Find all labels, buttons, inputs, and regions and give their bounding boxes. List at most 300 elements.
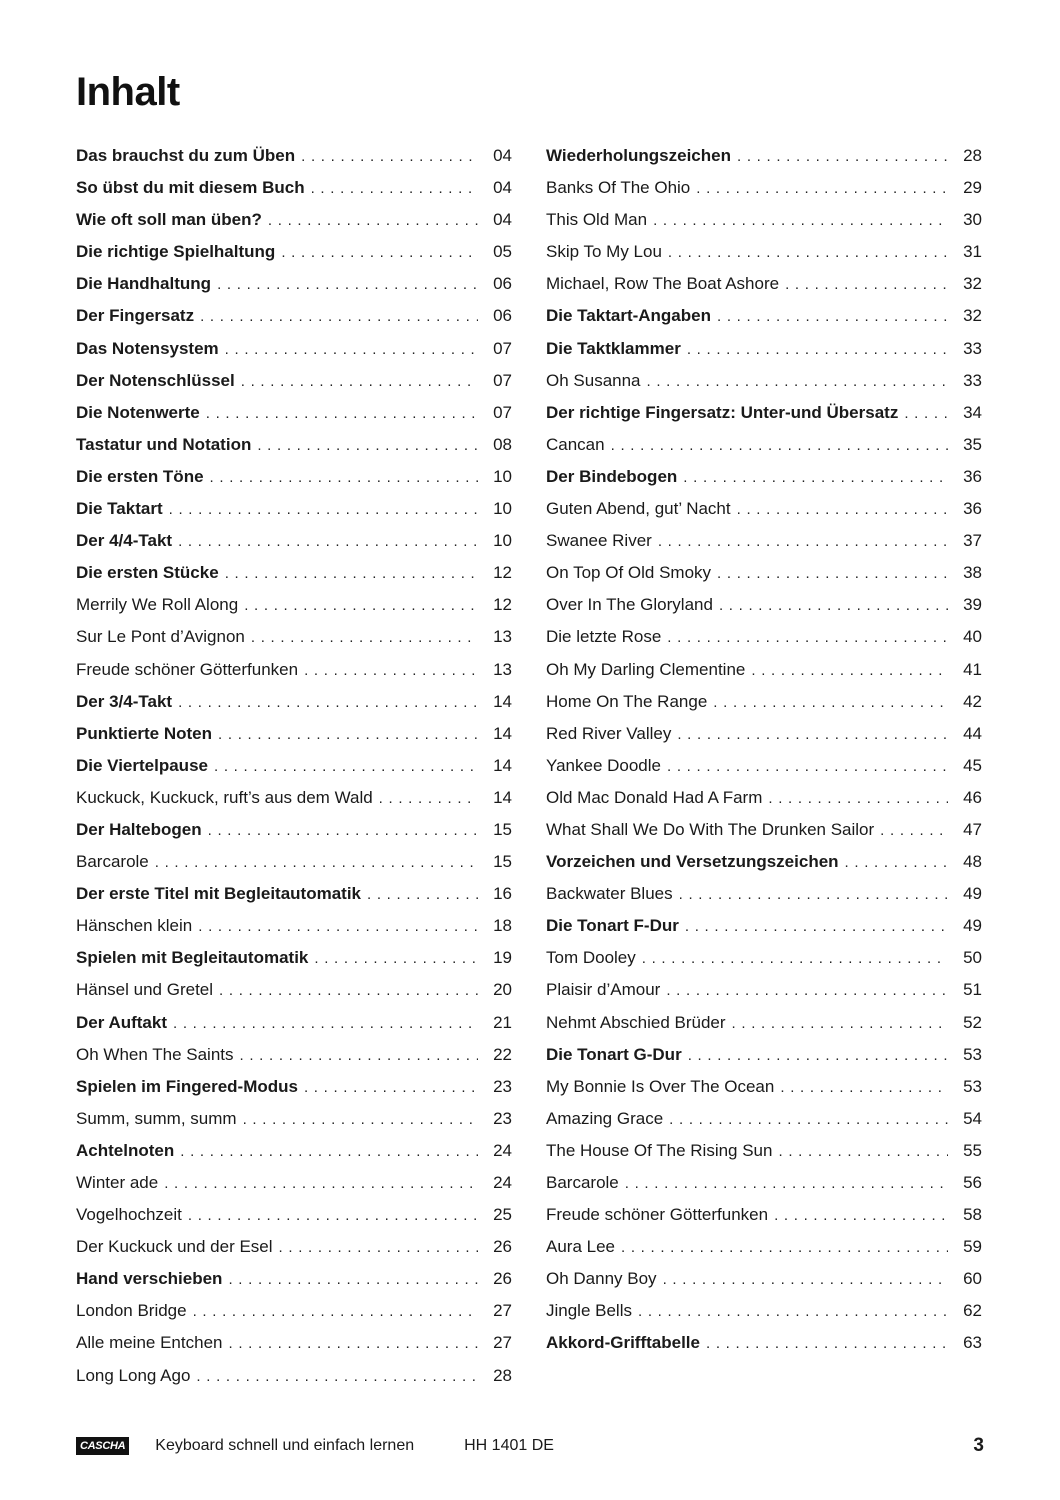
dot-leader [311,180,478,197]
toc-entry-page: 15 [493,819,512,839]
toc-entry-page: 30 [963,210,982,230]
toc-entry[interactable] [76,788,512,820]
toc-entry-page: 12 [493,563,512,583]
toc-entry-page: 05 [493,242,512,262]
dot-leader [669,1111,948,1128]
toc-entry[interactable] [76,1301,512,1333]
toc-entry-label: Das brauchst du zum Üben [76,146,296,165]
toc-entry[interactable] [546,820,982,852]
dot-leader [169,501,478,518]
toc-entry-page: 53 [963,1076,982,1096]
toc-entry[interactable] [546,563,982,595]
toc-entry-page: 06 [493,274,512,294]
toc-entry[interactable] [76,724,512,756]
dot-leader [687,341,948,358]
toc-entry[interactable] [76,499,512,531]
dot-leader [218,726,478,743]
dot-leader [244,597,478,614]
toc-entry-page: 48 [963,852,982,872]
toc-entry-label: Vorzeichen und Versetzungszeichen [546,852,839,872]
dot-leader [768,790,948,807]
toc-entry[interactable] [76,467,512,499]
toc-entry-page: 50 [963,948,982,968]
toc-entry[interactable] [546,467,982,499]
dot-leader [279,1239,478,1256]
dot-leader [178,694,478,711]
toc-entry-page: 35 [963,434,982,454]
toc-entry[interactable] [546,884,982,916]
toc-entry-label: Winter ade [76,1173,159,1192]
toc-entry[interactable] [546,756,982,788]
toc-entry-page: 07 [493,370,512,390]
toc-entry-label: Der Fingersatz [76,306,195,326]
toc-entry-page: 23 [493,1076,512,1096]
toc-entry[interactable] [76,820,512,852]
dot-leader [785,276,948,293]
toc-entry[interactable] [76,146,512,178]
toc-entry[interactable] [76,1269,512,1301]
dot-leader [379,790,478,807]
toc-entry-label: Hänsel und Gretel [76,980,214,1000]
dot-leader [281,244,478,261]
toc-entry[interactable] [76,435,512,467]
dot-leader [301,148,478,165]
toc-entry-label: Die Handhaltung [76,274,212,294]
toc-entry-page: 47 [963,819,982,839]
toc-entry-page: 28 [963,146,982,165]
toc-entry-label: Skip To My Lou [546,242,662,262]
toc-entry-page: 28 [493,1365,512,1385]
toc-entry-label: So übst du mit diesem Buch [76,178,305,198]
toc-entry-label: Yankee Doodle [546,755,661,775]
toc-entry-label: Die richtige Spielhaltung [76,242,276,262]
toc-entry[interactable] [546,724,982,756]
toc-entry-label: Alle meine Entchen [76,1333,223,1353]
dot-leader [625,1175,948,1192]
toc-entry-page: 04 [493,210,512,230]
toc-entry[interactable] [76,210,512,242]
dot-leader [228,1335,478,1352]
toc-entry-page: 20 [493,980,512,1000]
toc-entry[interactable] [76,339,512,371]
toc-entry-page: 10 [493,531,512,551]
toc-entry-label: Kuckuck, Kuckuck, ruft’s aus dem Wald [76,787,373,807]
toc-entry-page: 56 [963,1173,982,1192]
toc-entry[interactable] [76,274,512,306]
toc-entry-label: Der Notenschlüssel [76,370,235,390]
toc-entry-label: Die ersten Töne [76,466,204,486]
toc-entry[interactable] [546,948,982,980]
dot-leader [667,758,948,775]
toc-entry-label: Red River Valley [546,723,672,743]
toc-entry[interactable] [76,1141,512,1173]
toc-entry-page: 19 [493,948,512,968]
toc-entry[interactable] [546,210,982,242]
toc-entry-label: Punktierte Noten [76,723,213,743]
toc-entry-page: 58 [963,1205,982,1225]
dot-leader [304,662,478,679]
toc-column-right [546,146,982,1366]
toc-entry-label: Over In The Gloryland [546,595,713,615]
toc-entry[interactable] [76,1237,512,1269]
toc-entry[interactable] [76,1366,512,1398]
toc-entry-page: 41 [963,659,982,679]
dot-leader [200,308,478,325]
toc-entry-page: 60 [963,1269,982,1289]
toc-entry-page: 10 [493,499,512,519]
toc-entry-page: 42 [963,691,982,711]
toc-entry-page: 27 [493,1333,512,1353]
dot-leader [653,212,948,229]
dot-leader [180,1143,478,1160]
dot-leader [219,982,478,999]
toc-entry-page: 13 [493,627,512,647]
dot-leader [668,244,948,261]
toc-entry[interactable] [546,306,982,338]
page-title: Inhalt [76,70,180,114]
toc-entry[interactable] [546,403,982,435]
toc-entry-page: 08 [493,434,512,454]
toc-entry-label: Der Haltebogen [76,819,202,839]
toc-entry-label: Jingle Bells [546,1301,632,1321]
toc-entry-page: 55 [963,1140,982,1160]
toc-entry-page: 31 [963,242,982,262]
toc-entry[interactable] [546,531,982,563]
toc-entry-label: Die Taktart [76,499,163,519]
dot-leader [198,918,478,935]
dot-leader [719,597,948,614]
toc-entry[interactable] [546,339,982,371]
toc-entry[interactable] [76,1173,512,1205]
toc-entry[interactable] [546,1141,982,1173]
toc-entry[interactable] [76,627,512,659]
page-footer [76,1434,984,1458]
dot-leader [880,822,948,839]
toc-entry-page: 22 [493,1044,512,1064]
toc-entry-label: My Bonnie Is Over The Ocean [546,1076,775,1096]
toc-entry-page: 16 [493,884,512,904]
toc-entry-page: 07 [493,338,512,358]
dot-leader [268,212,478,229]
toc-entry-label: Spielen mit Begleitautomatik [76,948,309,968]
toc-entry-label: Old Mac Donald Had A Farm [546,787,763,807]
dot-leader [778,1143,948,1160]
toc-entry-page: 51 [963,980,982,1000]
toc-entry[interactable] [546,1013,982,1045]
toc-entry-page: 59 [963,1237,982,1257]
toc-entry[interactable] [546,627,982,659]
toc-entry-label: Der Kuckuck und der Esel [76,1237,273,1257]
toc-entry[interactable] [76,403,512,435]
toc-entry[interactable] [546,980,982,1012]
toc-entry-label: Freude schöner Götterfunken [546,1205,769,1225]
toc-entry-label: Der Auftakt [76,1012,167,1032]
toc-entry[interactable] [546,1237,982,1269]
toc-entry-page: 32 [963,274,982,294]
toc-entry-label: Freude schöner Götterfunken [76,659,299,679]
dot-leader [225,565,478,582]
dot-leader [257,437,478,454]
toc-entry[interactable] [76,563,512,595]
toc-entry[interactable] [546,916,982,948]
toc-entry-page: 34 [963,402,982,422]
publisher-logo: CASCHA [76,1437,129,1455]
dot-leader [685,918,948,935]
toc-entry[interactable] [546,242,982,274]
toc-entry-page: 32 [963,306,982,326]
toc-entry-page: 39 [963,595,982,615]
dot-leader [206,405,478,422]
toc-entry[interactable] [546,435,982,467]
toc-entry[interactable] [546,595,982,627]
toc-entry-page: 53 [963,1044,982,1064]
toc-entry-label: Wie oft soll man üben? [76,210,262,230]
dot-leader [737,501,948,518]
dot-leader [717,565,948,582]
toc-entry[interactable] [546,1269,982,1301]
toc-entry-label: Barcarole [76,852,149,872]
toc-entry-label: Der 4/4-Takt [76,531,173,551]
toc-entry-label: Tom Dooley [546,948,636,968]
toc-entry-label: On Top Of Old Smoky [546,563,712,583]
toc-entry-label: Sur Le Pont d’Avignon [76,627,245,647]
toc-entry-label: Backwater Blues [546,884,673,904]
dot-leader [717,308,948,325]
toc-entry[interactable] [546,371,982,403]
toc-entry[interactable] [76,1205,512,1237]
toc-entry[interactable] [76,371,512,403]
toc-entry-label: London Bridge [76,1301,187,1321]
toc-entry-page: 45 [963,755,982,775]
dot-leader [658,533,948,550]
dot-leader [638,1303,948,1320]
toc-entry-label: Banks Of The Ohio [546,178,691,198]
toc-entry-page: 37 [963,531,982,551]
toc-entry[interactable] [76,852,512,884]
dot-leader [243,1111,478,1128]
toc-entry-label: Long Long Ago [76,1365,191,1385]
dot-leader [688,1047,948,1064]
toc-entry-label: Tastatur und Notation [76,434,252,454]
toc-entry-page: 14 [493,691,512,711]
dot-leader [228,1271,478,1288]
dot-leader [780,1079,948,1096]
toc-entry[interactable] [76,1045,512,1077]
toc-entry[interactable] [546,1109,982,1141]
toc-entry[interactable] [76,178,512,210]
toc-entry-label: Die letzte Rose [546,627,662,647]
dot-leader [178,533,478,550]
toc-entry-label: Vogelhochzeit [76,1205,182,1225]
toc-entry-label: Akkord-Grifftabelle [546,1333,700,1353]
toc-entry-label: Oh When The Saints [76,1044,234,1064]
dot-leader [737,148,948,165]
toc-entry-label: Das Notensystem [76,338,219,358]
toc-entry-label: Cancan [546,434,605,454]
toc-entry-page: 07 [493,402,512,422]
book-title: Keyboard schnell und einfach lernen [155,1437,415,1454]
toc-entry[interactable] [76,1333,512,1365]
toc-entry[interactable] [76,242,512,274]
toc-entry-label: Die Viertelpause [76,755,208,775]
dot-leader [647,373,948,390]
dot-leader [845,854,948,871]
toc-entry[interactable] [546,852,982,884]
toc-entry[interactable] [546,178,982,210]
toc-entry[interactable] [546,1301,982,1333]
toc-entry-label: Hand verschieben [76,1269,223,1289]
catalog-number: HH 1401 DE [464,1437,554,1454]
toc-entry[interactable] [76,531,512,563]
dot-leader [621,1239,948,1256]
toc-entry[interactable] [76,1013,512,1045]
dot-leader [904,405,948,422]
toc-entry-label: Barcarole [546,1173,619,1192]
dot-leader [751,662,948,679]
toc-entry-page: 62 [963,1301,982,1321]
toc-entry[interactable] [76,692,512,724]
toc-entry-page: 23 [493,1108,512,1128]
toc-entry-page: 54 [963,1108,982,1128]
toc-entry-page: 49 [963,884,982,904]
toc-entry-page: 13 [493,659,512,679]
dot-leader [774,1207,948,1224]
toc-entry-page: 46 [963,787,982,807]
toc-entry-page: 14 [493,755,512,775]
toc-entry-page: 15 [493,852,512,872]
toc-entry-page: 36 [963,466,982,486]
toc-entry-label: Der erste Titel mit Begleitautomatik [76,884,361,904]
toc-entry[interactable] [76,756,512,788]
toc-entry[interactable] [546,146,982,178]
toc-entry-label: Die ersten Stücke [76,563,219,583]
dot-leader [732,1015,948,1032]
toc-entry-label: Merrily We Roll Along [76,595,239,615]
toc-entry-page: 26 [493,1237,512,1257]
dot-leader [713,694,948,711]
dot-leader [217,276,478,293]
toc-entry-page: 04 [493,178,512,198]
toc-entry-label: Hänschen klein [76,916,193,936]
toc-entry-page: 21 [493,1012,512,1032]
toc-entry-page: 36 [963,499,982,519]
toc-entry-label: Die Notenwerte [76,402,200,422]
dot-leader [193,1303,478,1320]
dot-leader [214,758,478,775]
toc-entry-page: 18 [493,916,512,936]
dot-leader [164,1175,478,1192]
toc-entry-page: 49 [963,916,982,936]
toc-entry[interactable] [76,1109,512,1141]
toc-entry-label: Die Tonart F-Dur [546,916,679,936]
dot-leader [677,726,948,743]
toc-entry[interactable] [76,980,512,1012]
toc-entry-label: Die Taktklammer [546,338,681,358]
toc-entry[interactable] [76,660,512,692]
toc-entry-page: 10 [493,466,512,486]
dot-leader [173,1015,478,1032]
toc-entry[interactable] [76,948,512,980]
dot-leader [666,982,948,999]
dot-leader [208,822,478,839]
toc-entry-label: Amazing Grace [546,1108,664,1128]
toc-entry-page: 33 [963,338,982,358]
toc-entry-label: Guten Abend, gut’ Nacht [546,499,731,519]
toc-entry-label: This Old Man [546,210,648,230]
toc-entry[interactable] [546,274,982,306]
dot-leader [642,950,948,967]
toc-entry-page: 52 [963,1012,982,1032]
toc-entry-label: Die Tonart G-Dur [546,1044,682,1064]
toc-entry-label: Der 3/4-Takt [76,691,173,711]
toc-entry-label: What Shall We Do With The Drunken Sailor [546,819,875,839]
dot-leader [706,1335,948,1352]
toc-entry-page: 24 [493,1140,512,1160]
toc-entry[interactable] [76,595,512,627]
dot-leader [225,341,478,358]
dot-leader [251,629,478,646]
toc-entry-label: Der Bindebogen [546,466,678,486]
dot-leader [667,629,948,646]
toc-entry-label: Nehmt Abschied Brüder [546,1012,726,1032]
toc-entry-label: Oh Danny Boy [546,1269,657,1289]
toc-entry[interactable] [76,884,512,916]
toc-entry-label: Home On The Range [546,691,708,711]
toc-entry[interactable] [546,1173,982,1205]
toc-entry-label: Michael, Row The Boat Ashore [546,274,780,294]
dot-leader [210,469,478,486]
toc-entry-page: 33 [963,370,982,390]
toc-entry-label: Plaisir d’Amour [546,980,661,1000]
toc-entry-page: 12 [493,595,512,615]
toc-entry-page: 24 [493,1173,512,1192]
toc-entry[interactable] [546,660,982,692]
dot-leader [314,950,478,967]
dot-leader [241,373,478,390]
toc-entry[interactable] [76,916,512,948]
toc-column-left [76,146,512,1398]
toc-entry[interactable] [76,306,512,338]
toc-entry-page: 27 [493,1301,512,1321]
toc-entry-label: Swanee River [546,531,652,551]
dot-leader [663,1271,948,1288]
toc-entry-page: 26 [493,1269,512,1289]
toc-entry-page: 63 [963,1333,982,1353]
dot-leader [304,1079,478,1096]
dot-leader [155,854,478,871]
toc-entry[interactable] [546,499,982,531]
page-number: 3 [973,1435,984,1456]
dot-leader [696,180,948,197]
toc-entry-label: Spielen im Fingered-Modus [76,1076,298,1096]
dot-leader [367,886,478,903]
toc-entry[interactable] [546,1205,982,1237]
toc-entry-label: Oh My Darling Clementine [546,659,746,679]
toc-entry[interactable] [546,1077,982,1109]
toc-entry-page: 14 [493,787,512,807]
toc-entry-label: The House Of The Rising Sun [546,1140,773,1160]
toc-entry[interactable] [546,692,982,724]
toc-entry-label: Summ, summ, summ [76,1108,237,1128]
toc-entry[interactable] [76,1077,512,1109]
toc-entry[interactable] [546,1333,982,1365]
toc-entry-page: 04 [493,146,512,165]
toc-entry-page: 40 [963,627,982,647]
toc-entry-label: Achtelnoten [76,1140,175,1160]
toc-entry[interactable] [546,788,982,820]
toc-entry-label: Aura Lee [546,1237,615,1257]
toc-entry[interactable] [546,1045,982,1077]
